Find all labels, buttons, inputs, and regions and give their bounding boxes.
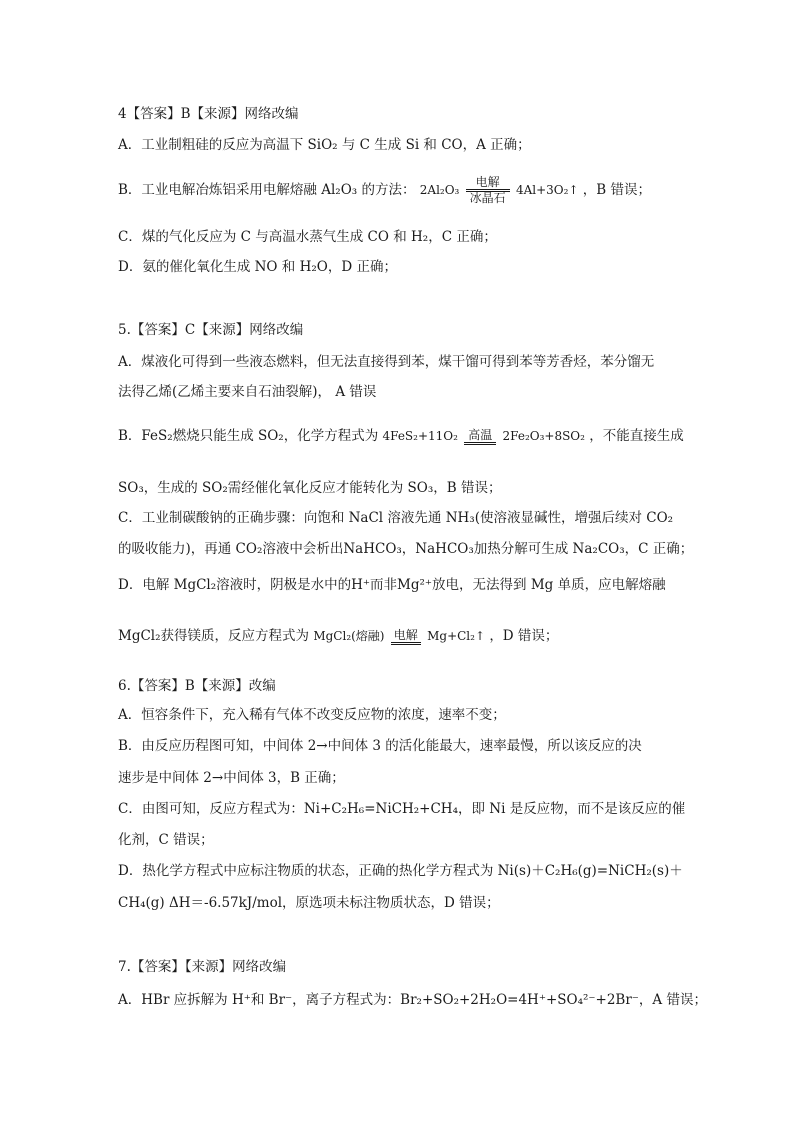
q5-option-c-line2: 的吸收能力)，再通 CO₂溶液中会析出NaHCO₃，NaHCO₃加热分解可生成 Na₂CO₃，C 正确； [118,541,694,557]
q6-option-b-line2: 速步是中间体 2→中间体 3，B 正确； [118,770,345,786]
q5-b-conclusion: ，不能直接生成 [589,428,684,444]
q6-option-b-line1: B．由反应历程图可知，中间体 2→中间体 3 的活化能最大，速率最慢，所以该反应的决 [118,738,642,754]
condition-top: 电解 [475,175,500,189]
q4-option-a: A．工业制粗硅的反应为高温下 SiO₂ 与 C 生成 Si 和 CO，A 正确； [118,137,531,153]
q7-header: 7.【答案】【来源】网络改编 [118,959,287,975]
q6-option-c-line2: 化剂，C 错误； [118,832,214,848]
q5-option-d-line2 [118,626,754,646]
q6-header: 6.【答案】B【来源】改编 [118,678,276,694]
q4-header: 4【答案】B【来源】网络改编 [118,106,299,122]
q4-b-product: 4Al+3O₂↑ [515,183,579,197]
q4-option-b [118,176,754,205]
q5-option-d-line1: D．电解 MgCl₂溶液时，阴极是水中的H⁺而非Mg²⁺放电，无法得到 Mg 单质，应电解熔融 [118,577,666,593]
q5-option-b-line2: SO₃，生成的 SO₂需经催化氧化反应才能转化为 SO₃，B 错误； [118,480,502,496]
q5-d-reactant: MgCl₂(熔融) [313,629,385,643]
q5-d-conclusion: ，D 错误； [489,628,559,644]
q4-b-text: B．工业电解冶炼铝采用电解熔融 Al₂O₃ 的方法： [118,182,416,198]
q5-d-text: MgCl₂获得镁质，反应方程式为 [118,628,310,644]
q6-option-a: A．恒容条件下，充入稀有气体不改变反应物的浓度，速率不变； [118,707,506,723]
q5-option-c-line1: C．工业制碳酸钠的正确步骤：向饱和 NaCl 溶液先通 NH₃(使溶液显碱性，增强后续对 CO₂ [118,510,674,526]
equals-sign [464,442,496,445]
q5-b-text: B．FeS₂燃烧只能生成 SO₂，化学方程式为 [118,428,379,444]
q5-b-product: 2Fe₂O₃+8SO₂ [502,429,585,443]
q6-option-d-line2: CH₄(g) ΔH＝-6.57kJ/mol，原选项未标注物质状态，D 错误； [118,895,500,911]
condition-top: 高温 [468,427,493,442]
q4-b-reaction-condition [466,176,510,205]
q5-option-a-line1: A．煤液化可得到一些液态燃料，但无法直接得到苯，煤干馏可得到苯等芳香烃，苯分馏无 [118,354,655,370]
q4-option-d: D．氨的催化氧化生成 NO 和 H₂O，D 正确； [118,259,397,275]
q5-header: 5.【答案】C【来源】网络改编 [118,322,304,338]
q5-d-reaction-condition [391,629,421,645]
q4-option-c: C．煤的气化反应为 C 与高温水蒸气生成 CO 和 H₂，C 正确； [118,229,497,245]
q6-option-c-line1: C．由图可知，反应方程式为：Ni+C₂H₆=NiCH₂+CH₄，即 Ni 是反应物，而不是该反应的催 [118,801,686,817]
q4-b-reactant: 2Al₂O₃ [419,183,460,197]
q5-b-reactant: 4FeS₂+11O₂ [382,429,458,443]
q6-option-d-line1: D．热化学方程式中应标注物质的状态，正确的热化学方程式为 Ni(s)＋C₂H₆(g)=NiCH₂(s)＋ [118,863,683,879]
q5-option-b [118,426,754,446]
condition-bottom: 冰晶石 [469,191,506,205]
equals-sign [391,642,421,645]
q4-b-conclusion: ，B 错误； [582,182,652,198]
condition-top: 电解 [393,627,418,642]
q7-option-a: A．HBr 应拆解为 H⁺和 Br⁻，离子方程式为：Br₂+SO₂+2H₂O=4H⁺+SO₄²⁻+2Br⁻，A 错误； [118,992,707,1008]
q5-b-reaction-condition [464,429,496,445]
q5-option-a-line2: 法得乙烯(乙烯主要来自石油裂解)， A 错误 [118,384,377,400]
q5-d-product: Mg+Cl₂↑ [427,629,486,643]
